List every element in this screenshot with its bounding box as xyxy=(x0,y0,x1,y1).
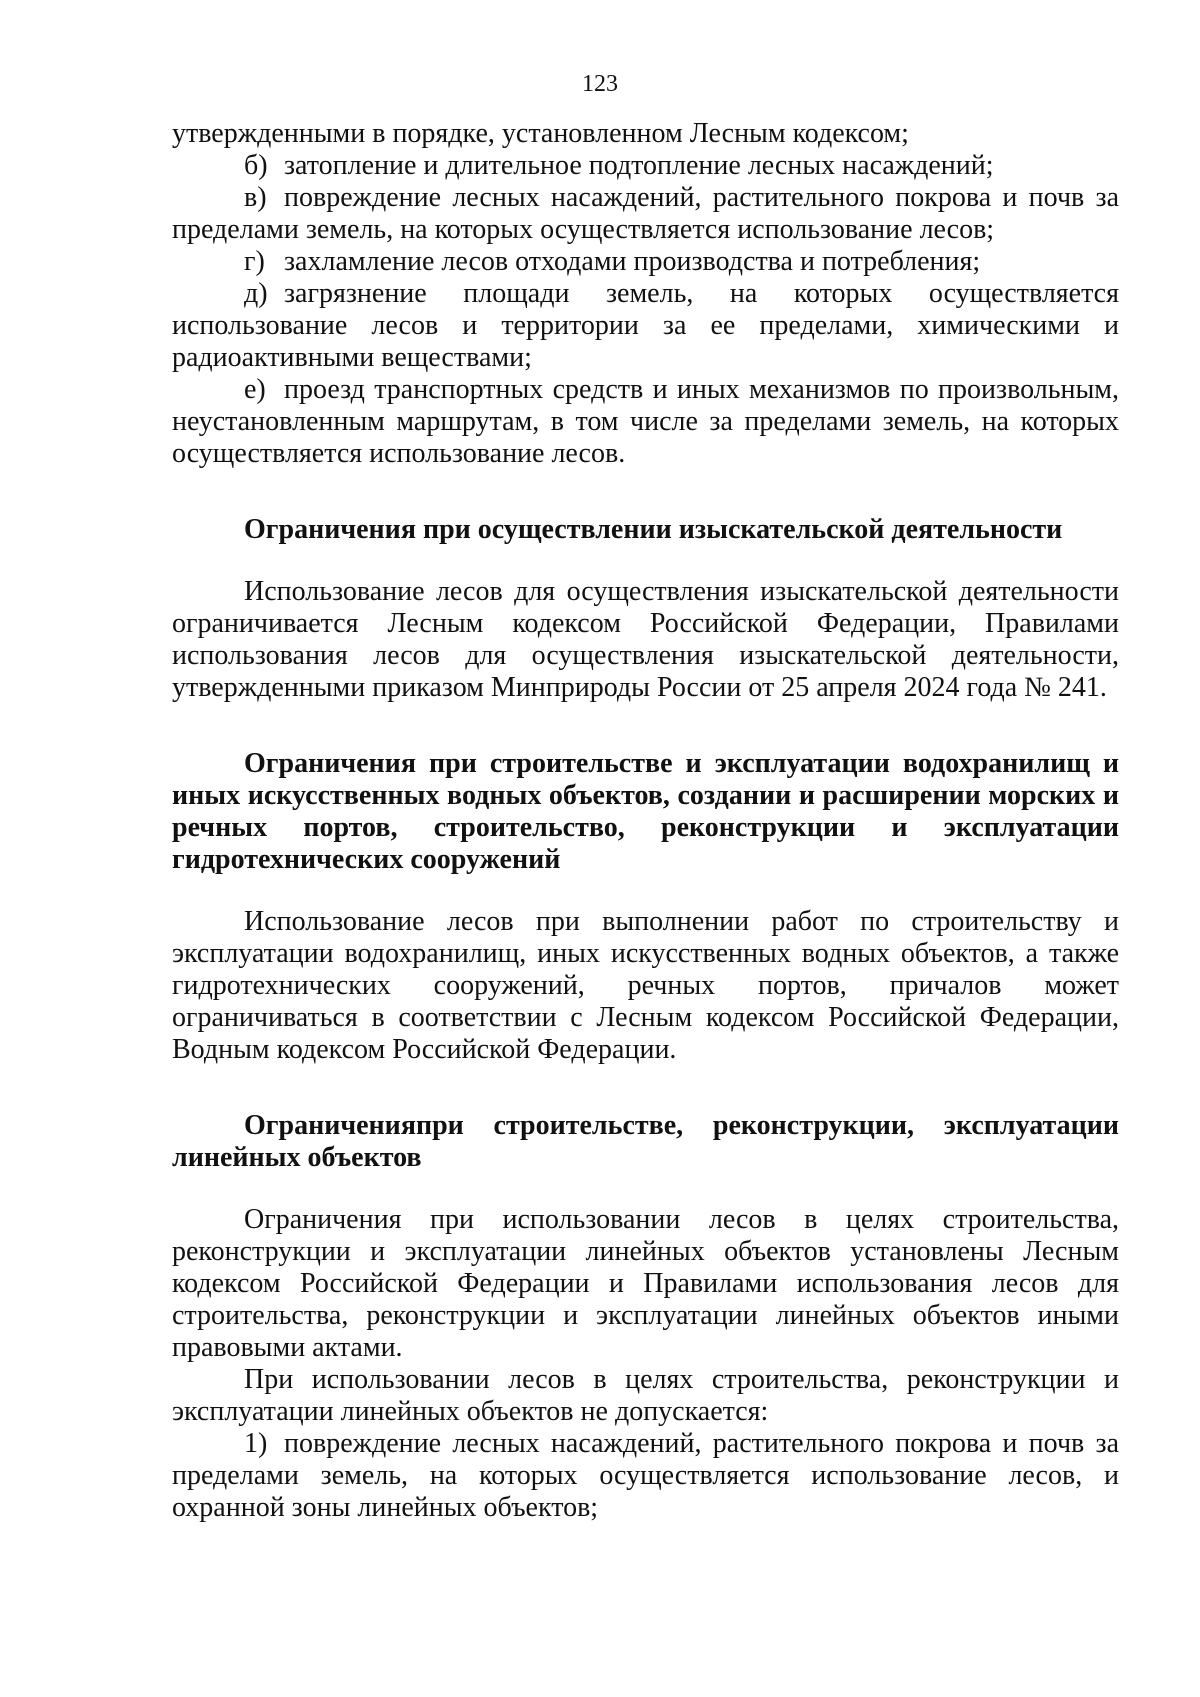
list-item-v xyxy=(172,182,1119,246)
page-number: 123 xyxy=(582,71,618,97)
spacer xyxy=(172,470,1119,514)
spacer xyxy=(172,1174,1119,1204)
list-marker: е) xyxy=(244,374,266,405)
section-paragraph-survey: Использование лесов для осуществления изыскательской деятельности ограничивается Лесным кодексом Российской Федерации, Правилами использования лесов для осуществления изыскательской деятельности, утвержденными приказом Минприроды России от 25 апреля 2024 года № 241. xyxy=(172,576,1119,703)
section-paragraph-linear-objects-1: Ограничения при использовании лесов в целях строительства, реконструкции и эксплуатации линейных объектов установлены Лесным кодексом Российской Федерации и Правилами использования лесов для строительства, реконструкции и эксплуатации линейных объектов иными правовыми актами. xyxy=(172,1204,1119,1363)
list-item-1 xyxy=(172,1428,1119,1524)
list-item-b xyxy=(172,150,1119,182)
list-marker: в) xyxy=(244,182,267,213)
section-paragraph-linear-objects-2: При использовании лесов в целях строительства, реконструкции и эксплуатации линейных объектов не допускается: xyxy=(172,1364,1119,1427)
section-heading-survey: Ограничения при осуществлении изыскательской деятельности xyxy=(244,514,1063,545)
continuation-line: утвержденными в порядке, установленном Лесным кодексом; xyxy=(172,118,909,149)
list-item-e xyxy=(172,374,1119,470)
list-item-d xyxy=(172,278,1119,374)
spacer xyxy=(172,546,1119,576)
list-marker: д) xyxy=(244,278,268,309)
section-paragraph-reservoirs: Использование лесов при выполнении работ по строительству и эксплуатации водохранилищ, иных искусственных водных объектов, а также гидротехнических сооружений, речных портов, причалов может ограничиваться в соответствии с Лесным кодексом Российской Федерации, Водным кодексом Российской Федерации. xyxy=(172,906,1119,1065)
list-marker: б) xyxy=(244,150,268,181)
list-item-text: загрязнение площади земель, на которых осуществляется использование лесов и территории за ее пределами, химическими и радиоактивными веществами; xyxy=(172,278,1119,373)
list-marker: 1) xyxy=(244,1428,268,1459)
list-item-text: проезд транспортных средств и иных механизмов по произвольным, неустановленным маршрутам, в том числе за пределами земель, на которых осуществляется использование лесов. xyxy=(172,374,1119,469)
list-item-text: повреждение лесных насаждений, растительного покрова и почв за пределами земель, на которых осуществляется использование лесов, и охранной зоны линейных объектов; xyxy=(172,1428,1119,1523)
list-item-g xyxy=(172,246,1119,278)
list-item-text: захламление лесов отходами производства и потребления; xyxy=(284,246,981,277)
list-marker: г) xyxy=(244,246,265,277)
list-item-text: повреждение лесных насаждений, растительного покрова и почв за пределами земель, на которых осуществляется использование лесов; xyxy=(172,182,1119,245)
spacer xyxy=(172,1066,1119,1110)
section-heading-linear-objects: Ограниченияпри строительстве, реконструкции, эксплуатации линейных объектов xyxy=(172,1110,1119,1173)
document-body xyxy=(172,118,1119,1524)
spacer xyxy=(172,876,1119,906)
section-heading-reservoirs: Ограничения при строительстве и эксплуатации водохранилищ и иных искусственных водных объектов, создании и расширении морских и речных портов, строительство, реконструкции и эксплуатации гидротехнических сооружений xyxy=(172,748,1119,875)
list-item-text: затопление и длительное подтопление лесных насаждений; xyxy=(284,150,994,181)
spacer xyxy=(172,704,1119,748)
